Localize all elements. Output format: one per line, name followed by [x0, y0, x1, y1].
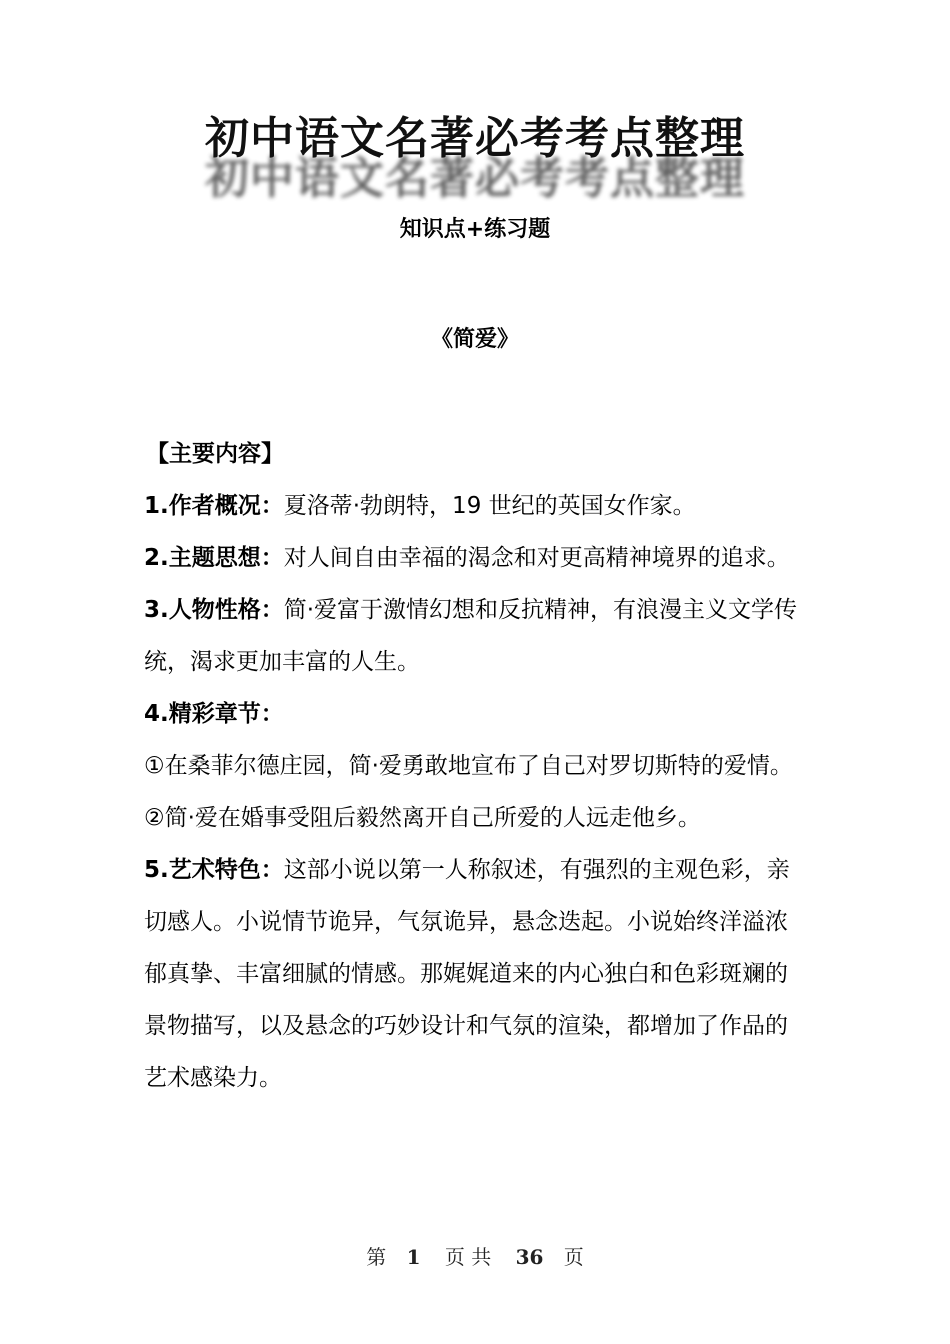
chapter-1: ①在桑菲尔德庄园，简·爱勇敢地宣布了自己对罗切斯特的爱情。 — [144, 753, 793, 779]
item-label: 2.主题思想： — [144, 545, 284, 571]
page-total: 36 — [515, 1245, 544, 1269]
item-label: 1.作者概况： — [144, 493, 284, 519]
item-label: 4.精彩章节： — [144, 701, 284, 727]
item-art — [144, 844, 810, 1104]
item-author — [144, 480, 810, 532]
footer-suffix: 页 — [563, 1245, 584, 1269]
chapter-2: ②简·爱在婚事受阻后毅然离开自己所爱的人远走他乡。 — [144, 805, 701, 831]
item-chapters — [144, 688, 810, 740]
section-heading: 【主要内容】 — [146, 441, 284, 467]
title-shadow: 初中语文名著必考考点整理 — [205, 153, 745, 204]
item-text: 夏洛蒂·勃朗特，19 世纪的英国女作家。 — [283, 493, 696, 519]
title-block — [0, 102, 950, 202]
item-character — [144, 584, 810, 688]
footer-prefix: 第 — [366, 1245, 387, 1269]
page-footer — [0, 1241, 950, 1270]
main-content — [144, 428, 810, 1104]
item-label: 5.艺术特色： — [144, 857, 284, 883]
page-subtitle: 知识点+练习题 — [399, 217, 551, 242]
item-text: 这部小说以第一人称叙述，有强烈的主观色彩，亲切感人。小说情节诡异，气氛诡异，悬念迭起。小说始终洋溢浓郁真挚、丰富细腻的情感。那娓娓道来的内心独白和色彩斑斓的景物描写，以及悬念的巧妙设计和气氛的渲染，都增加了作品的艺术感染力。 — [144, 857, 790, 1091]
item-text: 简·爱富于激情幻想和反抗精神，有浪漫主义文学传统，渴求更加丰富的人生。 — [144, 597, 798, 675]
item-text: 对人间自由幸福的渴念和对更高精神境界的追求。 — [283, 545, 790, 571]
page-number: 1 — [406, 1245, 421, 1269]
footer-middle: 页 共 — [444, 1245, 492, 1269]
item-label: 3.人物性格： — [144, 597, 284, 623]
page-title: 初中语文名著必考考点整理 — [205, 113, 745, 164]
item-theme — [144, 532, 810, 584]
book-title: 《简爱》 — [430, 327, 519, 352]
